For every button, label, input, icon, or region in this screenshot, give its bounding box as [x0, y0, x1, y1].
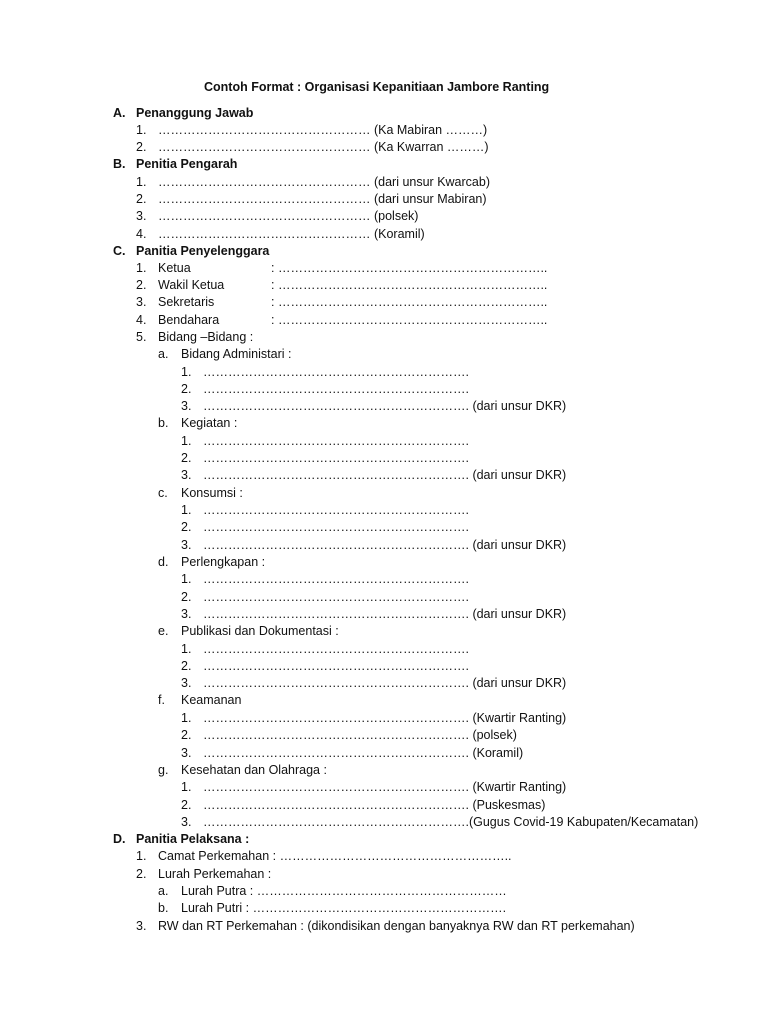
section-d-letter: D. — [113, 832, 126, 846]
list-item: Lurah Perkemahan : — [158, 867, 272, 881]
list-item: ………………………………………………………. (polsek) — [203, 728, 517, 742]
list-number: 3. — [181, 676, 192, 690]
list-number: 1. — [136, 261, 147, 275]
section-b-letter: B. — [113, 157, 126, 171]
section-d-heading: Panitia Pelaksana : — [136, 832, 250, 846]
sub-letter: c. — [158, 486, 168, 500]
list-item: RW dan RT Perkemahan : (dikondisikan dengan banyaknya RW dan RT perkemahan) — [158, 919, 635, 933]
sub-letter: b. — [158, 901, 169, 915]
list-number: 1. — [181, 642, 192, 656]
list-item: …………………………………………… (Ka Kwarran ………) — [158, 140, 489, 154]
list-item: Lurah Putra : …………………………………………………… — [181, 884, 507, 898]
list-number: 3. — [181, 399, 192, 413]
role-value: : ……………………………………………………….. — [271, 278, 548, 292]
list-number: 1. — [181, 711, 192, 725]
list-number: 1. — [136, 849, 147, 863]
section-b-heading: Penitia Pengarah — [136, 157, 238, 171]
sub-letter: f. — [158, 693, 165, 707]
list-number: 5. — [136, 330, 147, 344]
list-number: 3. — [181, 538, 192, 552]
list-number: 1. — [136, 175, 147, 189]
sub-heading: Bidang Administari : — [181, 347, 292, 361]
list-number: 2. — [181, 451, 192, 465]
list-item: ………………………………………………………. (Puskesmas) — [203, 798, 546, 812]
list-number: 2. — [181, 728, 192, 742]
list-number: 2. — [136, 278, 147, 292]
role-name: Wakil Ketua — [158, 278, 225, 292]
list-item: ………………………………………………………. (dari unsur DKR) — [203, 468, 567, 482]
list-number: 3. — [181, 815, 192, 829]
list-item: ……………………………………………………….(Gugus Covid-19 Kabupaten/Kecamatan) — [203, 815, 699, 829]
list-item: ………………………………………………………. — [203, 365, 469, 379]
list-number: 2. — [136, 192, 147, 206]
list-item: ………………………………………………………. — [203, 520, 469, 534]
role-value: : ……………………………………………………….. — [271, 313, 548, 327]
list-item: …………………………………………… (polsek) — [158, 209, 419, 223]
list-item: …………………………………………… (dari unsur Mabiran) — [158, 192, 487, 206]
list-number: 1. — [181, 503, 192, 517]
sub-heading: Kegiatan : — [181, 416, 238, 430]
list-item: ………………………………………………………. — [203, 642, 469, 656]
role-name: Bendahara — [158, 313, 220, 327]
role-name: Sekretaris — [158, 295, 215, 309]
list-item: …………………………………………… (dari unsur Kwarcab) — [158, 175, 490, 189]
sub-heading: Keamanan — [181, 693, 242, 707]
list-number: 1. — [181, 780, 192, 794]
list-number: 3. — [181, 746, 192, 760]
list-number: 3. — [181, 468, 192, 482]
sub-letter: d. — [158, 555, 169, 569]
list-item: ………………………………………………………. (dari unsur DKR) — [203, 607, 567, 621]
role-name: Ketua — [158, 261, 191, 275]
list-item: ………………………………………………………. (dari unsur DKR) — [203, 399, 567, 413]
list-item: ………………………………………………………. — [203, 382, 469, 396]
list-number: 1. — [181, 434, 192, 448]
sub-heading: Publikasi dan Dokumentasi : — [181, 624, 339, 638]
list-number: 2. — [136, 140, 147, 154]
list-number: 3. — [181, 607, 192, 621]
sub-heading: Konsumsi : — [181, 486, 243, 500]
section-a-heading: Penanggung Jawab — [136, 106, 254, 120]
list-number: 4. — [136, 313, 147, 327]
list-number: 2. — [181, 520, 192, 534]
list-item: Camat Perkemahan : ……………………………………………….. — [158, 849, 512, 863]
section-a-letter: A. — [113, 106, 126, 120]
list-number: 3. — [136, 919, 147, 933]
sub-heading: Kesehatan dan Olahraga : — [181, 763, 327, 777]
list-number: 1. — [181, 365, 192, 379]
list-number: 2. — [181, 659, 192, 673]
list-number: 2. — [136, 867, 147, 881]
list-item: ………………………………………………………. (Koramil) — [203, 746, 524, 760]
list-item: ………………………………………………………. (Kwartir Ranting) — [203, 711, 567, 725]
list-item: ………………………………………………………. (dari unsur DKR) — [203, 538, 567, 552]
list-number: 2. — [181, 382, 192, 396]
sub-letter: g. — [158, 763, 169, 777]
list-number: 2. — [181, 590, 192, 604]
list-item: ………………………………………………………. (Kwartir Ranting) — [203, 780, 567, 794]
list-item: ………………………………………………………. — [203, 659, 469, 673]
document-title: Contoh Format : Organisasi Kepanitiaan Jambore Ranting — [204, 80, 550, 94]
list-item: ………………………………………………………. — [203, 503, 469, 517]
list-item: ………………………………………………………. (dari unsur DKR) — [203, 676, 567, 690]
role-value: : ……………………………………………………….. — [271, 295, 548, 309]
list-item: ………………………………………………………. — [203, 572, 469, 586]
role-value: : ……………………………………………………….. — [271, 261, 548, 275]
section-c-letter: C. — [113, 244, 126, 258]
list-number: 3. — [136, 209, 147, 223]
list-number: 3. — [136, 295, 147, 309]
list-item: ………………………………………………………. — [203, 434, 469, 448]
bidang-heading: Bidang –Bidang : — [158, 330, 254, 344]
list-item: …………………………………………… (Koramil) — [158, 227, 425, 241]
list-number: 1. — [181, 572, 192, 586]
list-item: …………………………………………… (Ka Mabiran ………) — [158, 123, 488, 137]
sub-letter: b. — [158, 416, 169, 430]
sub-letter: e. — [158, 624, 169, 638]
sub-letter: a. — [158, 347, 169, 361]
list-number: 1. — [136, 123, 147, 137]
list-item: ………………………………………………………. — [203, 451, 469, 465]
sub-letter: a. — [158, 884, 169, 898]
list-item: Lurah Putri : ……………………………………………………. — [181, 901, 507, 915]
section-c-heading: Panitia Penyelenggara — [136, 244, 270, 258]
list-number: 2. — [181, 798, 192, 812]
sub-heading: Perlengkapan : — [181, 555, 266, 569]
list-number: 4. — [136, 227, 147, 241]
list-item: ………………………………………………………. — [203, 590, 469, 604]
